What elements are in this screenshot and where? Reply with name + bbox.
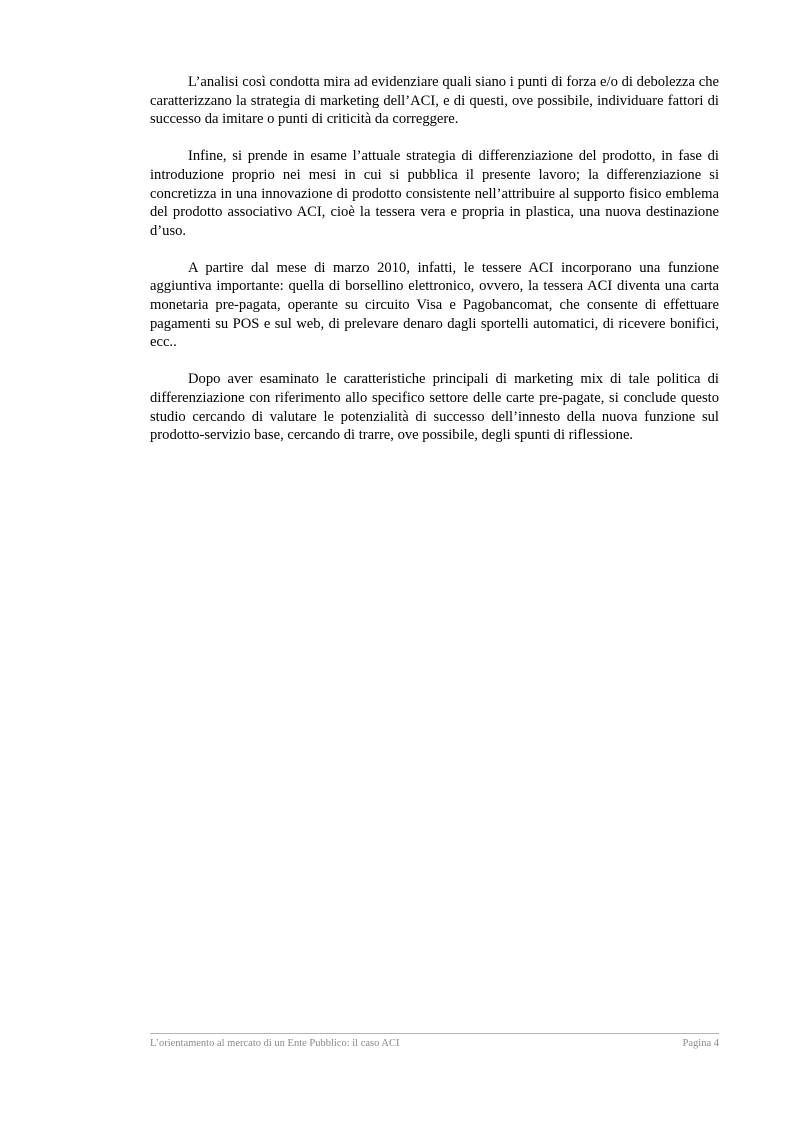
page-footer	[150, 1033, 719, 1050]
page-number: Pagina 4	[682, 1038, 719, 1049]
footer-title: L’orientamento al mercato di un Ente Pubblico: il caso ACI	[150, 1038, 400, 1049]
paragraph-analysis: L’analisi così condotta mira ad evidenziare quali siano i punti di forza e/o di debolezza che caratterizzano la strategia di marketing dell’ACI, e di questi, ove possibile, individuare fattori di successo da imitare o punti di criticità da correggere.	[150, 74, 719, 128]
page-body	[150, 73, 719, 463]
paragraph-differentiation: Infine, si prende in esame l’attuale strategia di differenziazione del prodotto, in fase di introduzione proprio nei mesi in cui si pubblica il presente lavoro; la differenziazione si concretizza in una innovazione di prodotto consistente nell’attribuire al supporto fisico emblema del prodotto associativo ACI, cioè la tessera vera e propria in plastica, una nuova destinazione d’uso.	[150, 148, 719, 239]
paragraph-electronic-wallet: A partire dal mese di marzo 2010, infatti, le tessere ACI incorporano una funzione aggiuntiva importante: quella di borsellino elettronico, ovvero, la tessera ACI diventa una carta monetaria pre-pagata, operante su circuito Visa e Pagobancomat, che consente di effettuare pagamenti su POS e sul web, di prelevare denaro dagli sportelli automatici, di ricevere bonifici, ecc..	[150, 259, 719, 351]
paragraph-conclusion: Dopo aver esaminato le caratteristiche principali di marketing mix di tale politica di differenziazione con riferimento allo specifico settore delle carte pre-pagate, si conclude questo studio cercando di valutare le potenzialità di successo dell’innesto della nuova funzione sul prodotto-servizio base, cercando di trarre, ove possibile, degli spunti di riflessione.	[150, 371, 719, 444]
